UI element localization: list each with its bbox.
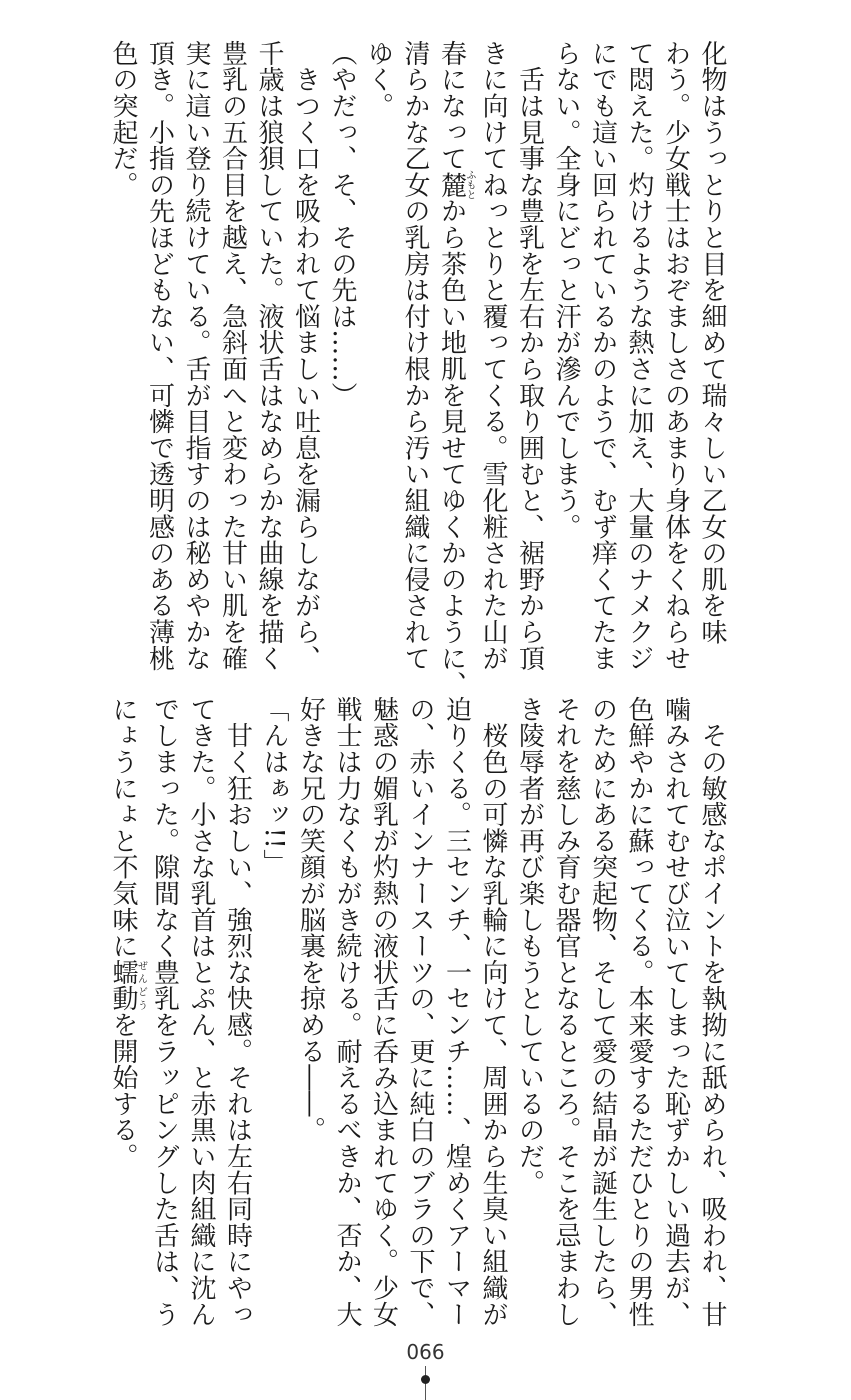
text-column xyxy=(433,40,475,698)
text-column: わう。少女戦士はおぞましさのあまり身体をくねらせ xyxy=(660,40,691,672)
text-column: 甘く狂おしい、強烈な快感。それは左右同時にやっ xyxy=(222,696,253,1328)
text-segment: 春になって xyxy=(436,40,467,172)
text-column: 舌は見事な豊乳を左右から取り囲むと、裾野から頂 xyxy=(514,40,545,672)
text-column: 桜色の可憐な乳輪に向けて、周囲から生臭い組織が xyxy=(478,696,508,1328)
text-column: 色の突起だ。 xyxy=(108,40,138,198)
text-column: き陵辱者が再び楽しもうとしているのだ。 xyxy=(514,696,545,1196)
text-column: きつく口を吸われて悩ましい吐息を漏らしながら、 xyxy=(290,40,321,672)
ruby-base: 蠕動 xyxy=(108,959,138,1012)
text-column: 実に這い登り続けている。舌が目指すのは秘めやかな xyxy=(181,40,211,672)
text-column: きに向けてねっとりと覆ってくる。雪化粧された山が xyxy=(478,40,508,672)
text-column: て悶えた。灼けるような熱さに加え、大量のナメクジ xyxy=(624,40,654,672)
text-segment: にょうにょと不気味に xyxy=(108,696,138,959)
text-column: てきた。小さな乳首はとぷん、と赤黒い肉組織に沈ん xyxy=(186,696,216,1328)
text-segment: から茶色い地肌を見せてゆくかのように、 xyxy=(436,197,467,698)
text-column: 色鮮やかに蘇ってくる。本来愛するただひとりの男性 xyxy=(624,696,654,1328)
text-column: 頂き。小指の先ほどもない、可憐で透明感のある薄桃 xyxy=(144,40,175,672)
text-block-bottom xyxy=(105,696,731,1328)
text-column: 化物はうっとりと目を細めて瑞々しい乙女の肌を味 xyxy=(697,40,727,645)
text-segment: を開始する。 xyxy=(108,1011,138,1170)
text-column: の、赤いインナースーツの、更に純白のブラの下で、 xyxy=(405,696,435,1328)
text-column: のためにある突起物、そして愛の結晶が誕生したら、 xyxy=(587,696,618,1328)
text-column: にでも這い回られているかのようで、むず痒くてたま xyxy=(587,40,618,672)
text-column: 好きな兄の笑顔が脳裏を掠める――。 xyxy=(295,696,326,1144)
text-column: 魅惑の媚乳が灼熱の液状舌に呑み込まれてゆく。少女 xyxy=(368,696,399,1328)
text-column: （やだっ、そ、その先は……） xyxy=(327,40,357,409)
text-column: その敏感なポイントを執拗に舐められ、吸われ、甘 xyxy=(697,696,727,1328)
furigana: ふもと xyxy=(464,169,475,200)
text-column: 豊乳の五合目を越え、急斜面へと変わった甘い肌を確 xyxy=(217,40,248,672)
text-column: 「んはぁッ!!」 xyxy=(259,696,289,876)
page-marker-dot xyxy=(421,1375,430,1384)
ruby-base: 麓 xyxy=(436,169,467,200)
furigana-word xyxy=(108,959,147,1012)
text-column: 噛みされてむせび泣いてしまった恥ずかしい過去が、 xyxy=(660,696,691,1328)
text-column: ゆく。 xyxy=(363,40,394,119)
text-block-top xyxy=(105,40,731,698)
text-column: それを慈しみ育む器官となるところ。そこを忌まわし xyxy=(551,696,581,1328)
text-column xyxy=(105,696,147,1170)
text-column: らない。全身にどっと汗が滲んでしまう。 xyxy=(551,40,581,540)
furigana-word xyxy=(436,169,475,200)
text-column: 千歳は狼狽していた。液状舌はなめらかな曲線を描く xyxy=(254,40,284,672)
text-column: 戦士は力なくもがき続ける。耐えるべきか、否か、大 xyxy=(332,696,362,1328)
page-number: 066 xyxy=(406,1340,445,1364)
furigana: ぜんどう xyxy=(135,959,147,1012)
text-column: 清らかな乙女の乳房は付け根から汚い組織に侵されて xyxy=(400,40,430,672)
text-column: 迫りくる。三センチ、一センチ……、煌めくアーマー xyxy=(441,696,472,1328)
text-column: でしまった。隙間なく豊乳をラッピングした舌は、う xyxy=(149,696,180,1328)
